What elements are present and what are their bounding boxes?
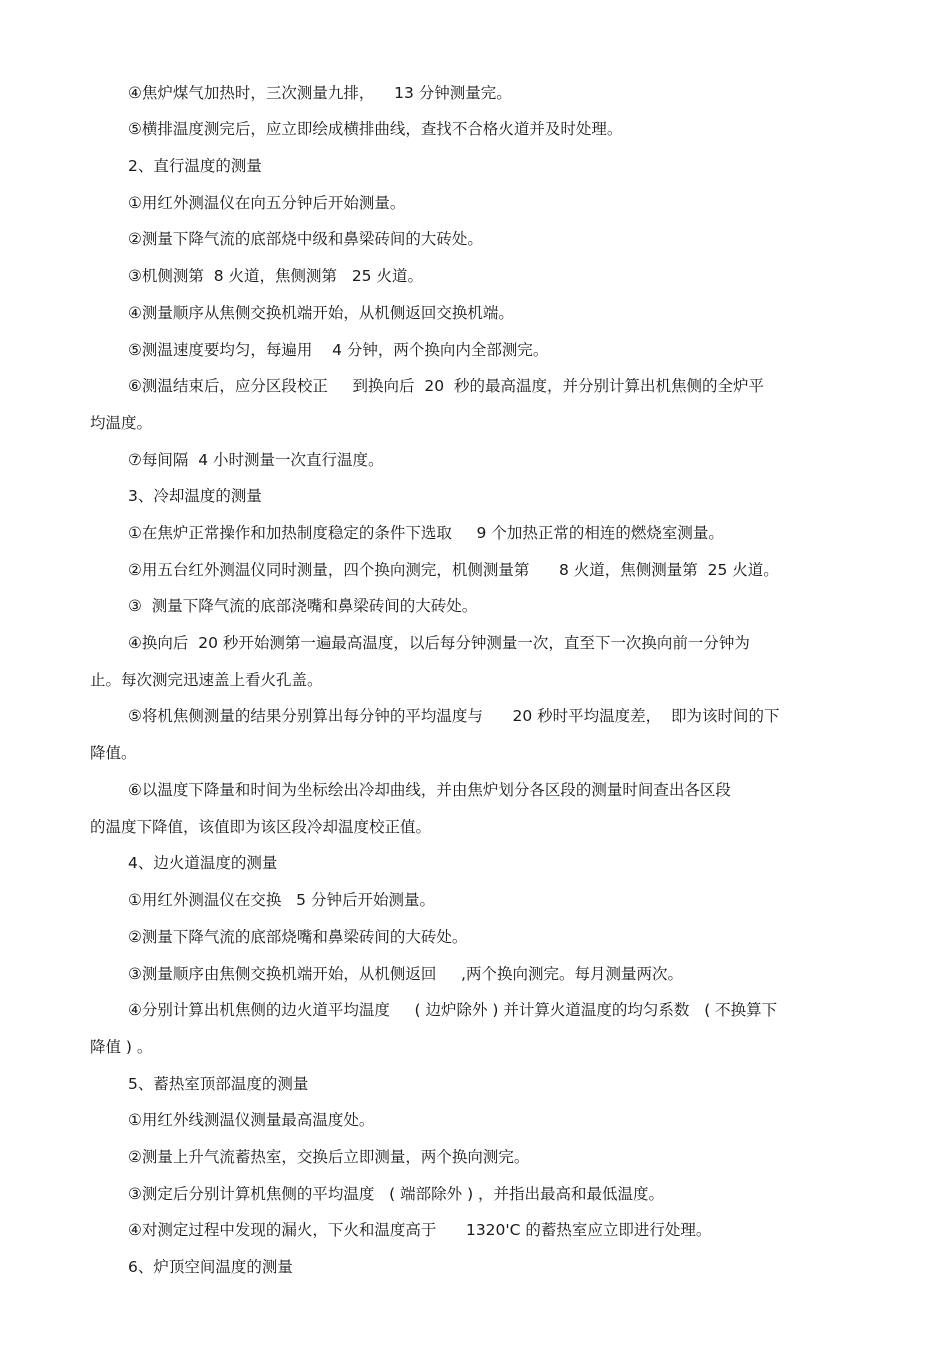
text-line: ③ 测量下降气流的底部浇嘴和鼻梁砖间的大砖处。 <box>128 597 478 615</box>
text-line: ①用红外测温仪在交换 5 分钟后开始测量。 <box>128 891 435 909</box>
section-heading: 3、冷却温度的测量 <box>128 487 262 505</box>
text-line: ②用五台红外测温仪同时测量，四个换向测完，机侧测量第 8 火道，焦侧测量第 25 火道。 <box>128 561 779 579</box>
section-heading: 5、蓄热室顶部温度的测量 <box>128 1075 309 1093</box>
text-line: 降值。 <box>90 744 137 762</box>
text-line: ③测量顺序由焦侧交换机端开始，从机侧返回 ,两个换向测完。每月测量两次。 <box>128 965 683 983</box>
section-heading: 6、炉顶空间温度的测量 <box>128 1258 293 1276</box>
text-line: ①用红外线测温仪测量最高温度处。 <box>128 1111 375 1129</box>
text-line: ②测量下降气流的底部烧中级和鼻梁砖间的大砖处。 <box>128 230 483 248</box>
text-line: 的温度下降值，该值即为该区段冷却温度校正值。 <box>90 818 432 836</box>
section-heading: 4、边火道温度的测量 <box>128 854 278 872</box>
text-line: ⑤将机焦侧测量的结果分别算出每分钟的平均温度与 20 秒时平均温度差， 即为该时间的下 <box>128 707 780 725</box>
text-line: ④分别计算出机焦侧的边火道平均温度 ( 边炉除外 ) 并计算火道温度的均匀系数 ( 不换算下 <box>128 1001 778 1019</box>
text-line: ④测量顺序从焦侧交换机端开始，从机侧返回交换机端。 <box>128 304 514 322</box>
text-line: 均温度。 <box>90 414 153 432</box>
text-line: ④焦炉煤气加热时，三次测量九排， 13 分钟测量完。 <box>128 84 512 102</box>
text-line: ①在焦炉正常操作和加热制度稳定的条件下选取 9 个加热正常的相连的燃烧室测量。 <box>128 524 724 542</box>
text-line: ④换向后 20 秒开始测第一遍最高温度，以后每分钟测量一次，直至下一次换向前一分钟为 <box>128 634 750 652</box>
text-line: ⑤横排温度测完后，应立即绘成横排曲线，查找不合格火道并及时处理。 <box>128 120 623 138</box>
text-line: ⑥以温度下降量和时间为坐标绘出冷却曲线，并由焦炉划分各区段的测量时间查出各区段 <box>128 781 731 799</box>
text-line: ③测定后分别计算机焦侧的平均温度 ( 端部除外 ) ，并指出最高和最低温度。 <box>128 1185 665 1203</box>
text-line: 止。每次测完迅速盖上看火孔盖。 <box>90 671 323 689</box>
section-heading: 2、直行温度的测量 <box>128 157 262 175</box>
text-line: ①用红外测温仪在向五分钟后开始测量。 <box>128 194 406 212</box>
text-line: 降值 ) 。 <box>90 1038 153 1056</box>
text-line: ④对测定过程中发现的漏火，下火和温度高于 1320'C 的蓄热室应立即进行处理。 <box>128 1221 712 1239</box>
text-line: ②测量上升气流蓄热室，交换后立即测量，两个换向测完。 <box>128 1148 530 1166</box>
text-line: ②测量下降气流的底部烧嘴和鼻梁砖间的大砖处。 <box>128 928 468 946</box>
text-line: ③机侧测第 8 火道，焦侧测第 25 火道。 <box>128 267 423 285</box>
text-line: ⑥测温结束后，应分区段校正 到换向后 20 秒的最高温度，并分别计算出机焦侧的全炉平 <box>128 377 764 395</box>
text-line: ⑤测温速度要均匀，每遍用 4 分钟，两个换向内全部测完。 <box>128 341 549 359</box>
text-line: ⑦每间隔 4 小时测量一次直行温度。 <box>128 451 384 469</box>
